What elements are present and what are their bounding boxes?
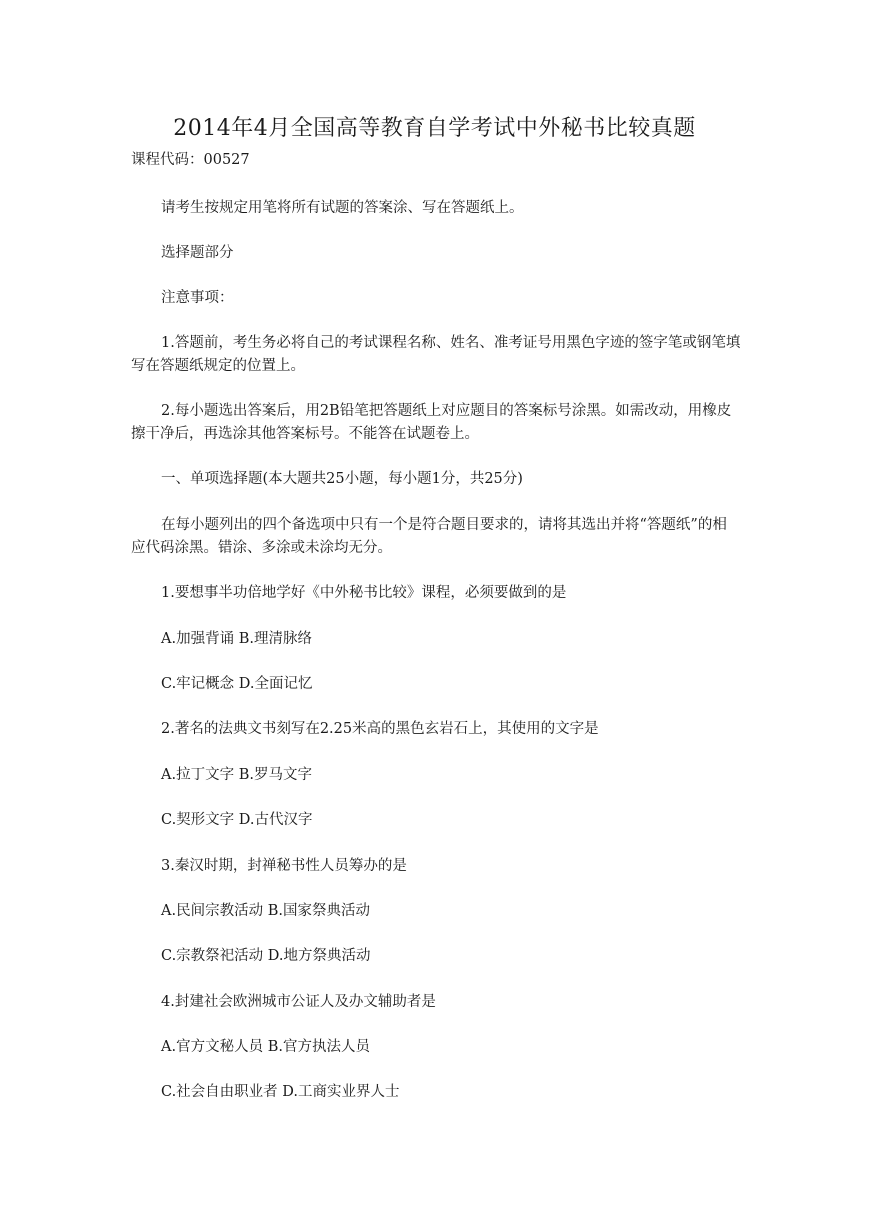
course-code: 课程代码：00527 [131,152,250,168]
question-2: 2.著名的法典文书刻写在2.25米高的黑色玄岩石上，其使用的文字是 [161,721,599,737]
section-heading: 选择题部分 [161,245,234,261]
question-1-options-cd: C.牢记概念 D.全面记忆 [161,676,313,692]
instruction-paragraph: 请考生按规定用笔将所有试题的答案涂、写在答题纸上。 [161,200,524,216]
question-2-options-ab: A.拉丁文字 B.罗马文字 [161,767,312,783]
part-instruction: 在每小题列出的四个备选项中只有一个是符合题目要求的，请将其选出并将“答题纸”的相应代码涂黑。错涂、多涂或未涂均无分。 [131,517,727,556]
question-3: 3.秦汉时期，封禅秘书性人员筹办的是 [161,858,407,874]
question-1-options-ab: A.加强背诵 B.理清脉络 [161,631,312,647]
notice-item-2: 2.每小题选出答案后，用2B铅笔把答题纸上对应题目的答案标号涂黑。如需改动，用橡皮擦干净后，再选涂其他答案标号。不能答在试题卷上。 [131,403,732,442]
question-4-options-ab: A.官方文秘人员 B.官方执法人员 [161,1039,370,1055]
question-4-options-cd: C.社会自由职业者 D.工商实业界人士 [161,1084,400,1100]
part-heading: 一、单项选择题(本大题共25小题，每小题1分，共25分) [161,471,523,487]
question-3-options-cd: C.宗教祭祀活动 D.地方祭典活动 [161,948,371,964]
notice-heading: 注意事项： [161,290,234,306]
question-4: 4.封建社会欧洲城市公证人及办文辅助者是 [161,994,436,1010]
question-1: 1.要想事半功倍地学好《中外秘书比较》课程，必须要做到的是 [161,585,567,601]
question-2-options-cd: C.契形文字 D.古代汉字 [161,812,313,828]
question-3-options-ab: A.民间宗教活动 B.国家祭典活动 [161,903,370,919]
document-title: 2014年4月全国高等教育自学考试中外秘书比较真题 [173,116,696,141]
notice-item-1: 1.答题前，考生务必将自己的考试课程名称、姓名、准考证号用黑色字迹的签字笔或钢笔填写在答题纸规定的位置上。 [131,335,741,374]
